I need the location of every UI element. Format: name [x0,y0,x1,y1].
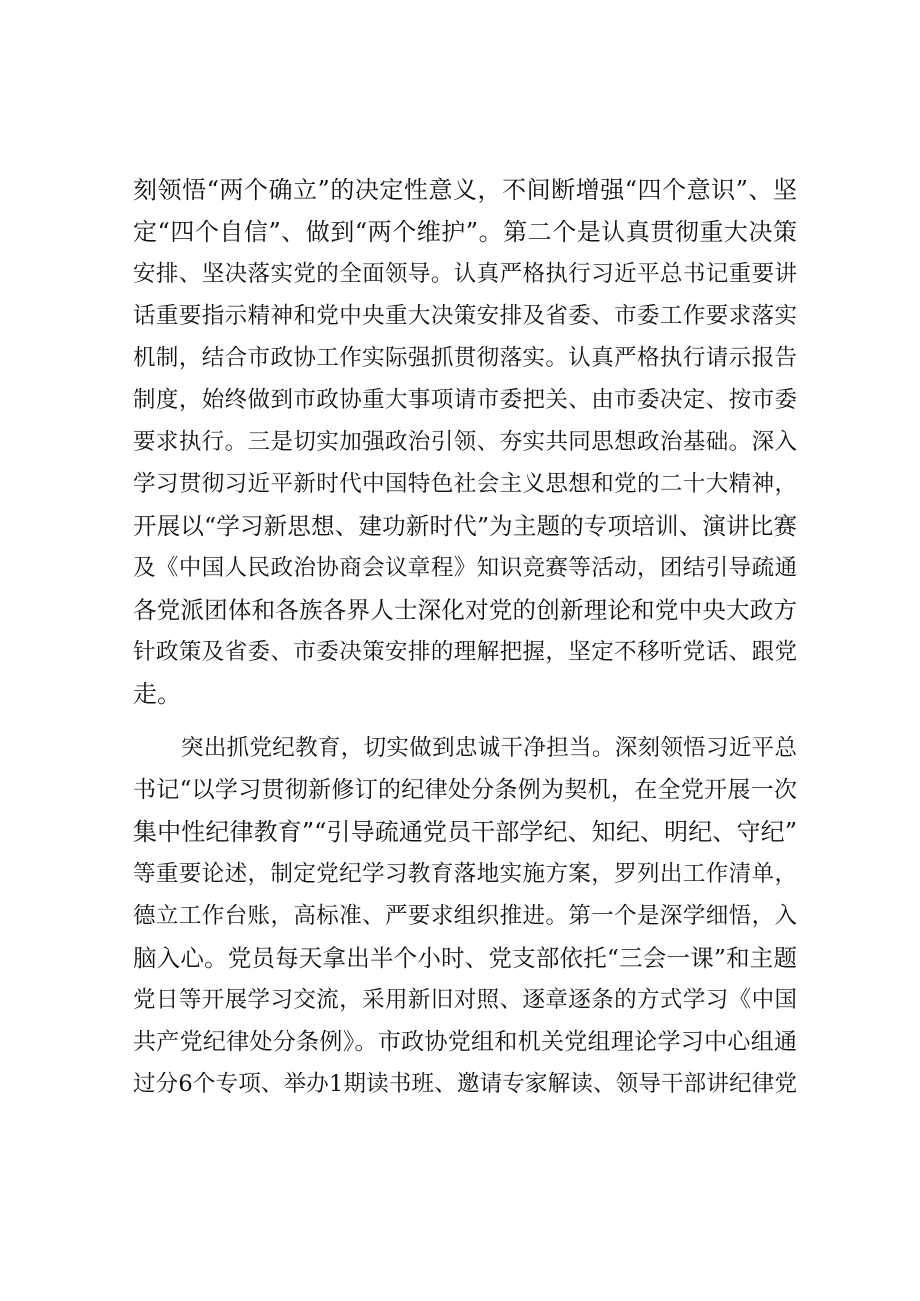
text-line: 制度，始终做到市政协重大事项请市委把关、由市委决定、按市委 [133,387,797,413]
text-line: 等重要论述，制定党纪学习教育落地实施方案，罗列出工作清单， [133,861,797,887]
text-line: 党日等开展学习交流，采用新旧对照、逐章逐条的方式学习《中国 [133,987,797,1013]
text-line: 机制，结合市政协工作实际强抓贯彻落实。认真严格执行请示报告 [133,345,797,371]
text-line: 开展以“学习新思想、建功新时代”为主题的专项培训、演讲比赛 [133,512,797,540]
paragraph-2 [133,727,797,1105]
text-line: 刻领悟“两个确立”的决定性意义，不间断增强“四个意识”、坚 [133,176,797,204]
text-line: 过分6个专项、举办1期读书班、邀请专家解读、领导干部讲纪律党 [133,1071,797,1097]
text-line: 走。 [133,680,181,708]
text-line: 集中性纪律教育”“引导疏通党员干部学纪、知纪、明纪、守纪” [133,818,797,846]
text-line: 脑入心。党员每天拿出半个小时、党支部依托“三会一课”和主题 [133,944,797,972]
paragraph-1 [133,169,797,715]
text-line: 定“四个自信”、做到“两个维护”。第二个是认真贯彻重大决策 [133,218,797,246]
text-line: 话重要指示精神和党中央重大决策安排及省委、市委工作要求落实 [133,303,797,329]
text-line: 学习贯彻习近平新时代中国特色社会主义思想和党的二十大精神， [133,471,797,497]
text-line: 要求执行。三是切实加强政治引领、夯实共同思想政治基础。深入 [133,429,797,455]
text-line: 及《中国人民政治协商会议章程》知识竞赛等活动，团结引导疏通 [133,555,797,581]
text-line: 突出抓党纪教育，切实做到忠诚干净担当。深刻领悟习近平总 [181,735,797,761]
text-line: 书记“以学习贯彻新修订的纪律处分条例为契机，在全党开展一次 [133,777,797,803]
text-line: 安排、坚决落实党的全面领导。认真严格执行习近平总书记重要讲 [133,261,797,287]
text-line: 德立工作台账，高标准、严要求组织推进。第一个是深学细悟，入 [133,903,797,929]
text-line: 共产党纪律处分条例》。市政协党组和机关党组理论学习中心组通 [133,1029,797,1055]
text-line: 各党派团体和各族各界人士深化对党的创新理论和党中央大政方 [133,596,797,624]
text-line: 针政策及省委、市委决策安排的理解把握，坚定不移听党话、跟党 [133,639,797,665]
